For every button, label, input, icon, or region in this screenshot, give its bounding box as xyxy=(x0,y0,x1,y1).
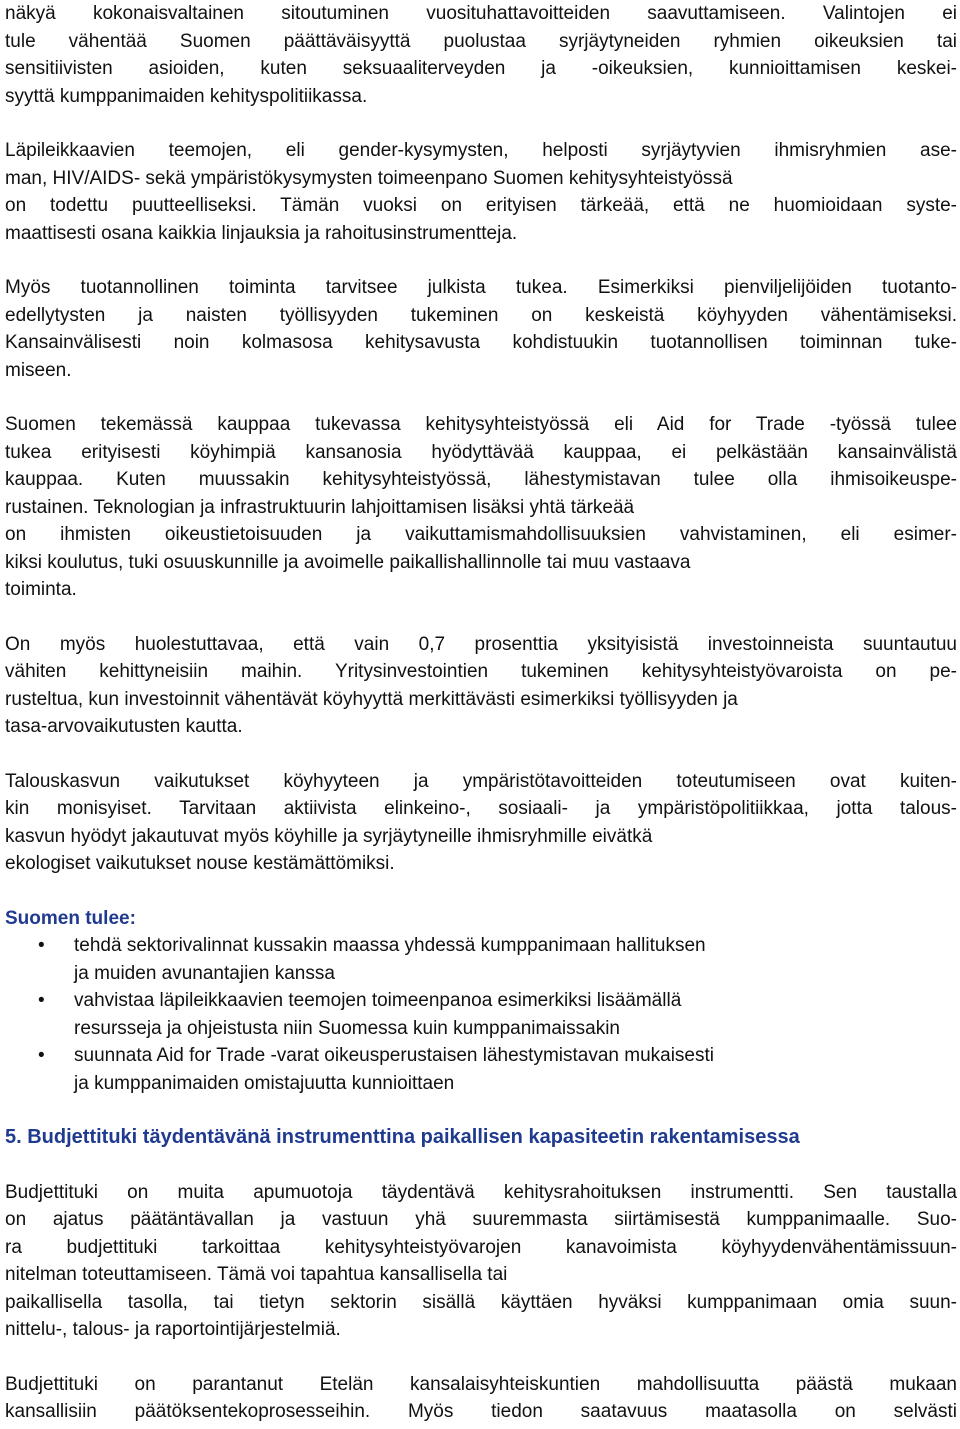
text-line: ja muiden avunantajien kanssa xyxy=(74,962,335,984)
text-line: Talouskasvun vaikutukset köyhyyteen ja ympäristötavoitteiden toteutumiseen ovat kuiten- xyxy=(5,770,957,792)
text-line: kin monisyiset. Tarvitaan aktiivista elinkeino-, sosiaali- ja ympäristöpolitiikkaa, jotta talous- xyxy=(5,798,957,819)
text-line: toiminta. xyxy=(5,579,77,600)
paragraph-4 xyxy=(5,411,957,604)
text-line: kiksi koulutus, tuki osuuskunnille ja avoimelle paikallishallinnolle tai muu vastaava xyxy=(5,551,691,573)
paragraph-5 xyxy=(5,631,957,741)
text-line: edellytysten ja naisten työllisyyden tukeminen on keskeistä köyhyyden vähentämiseksi. xyxy=(5,304,957,326)
text-line: Kansainvälisesti noin kolmasosa kehitysavusta kohdistuukin tuotannollisen toiminnan tuke- xyxy=(5,332,957,353)
text-line: syyttä kumppanimaiden kehityspolitiikassa. xyxy=(5,85,368,107)
list-item xyxy=(5,987,957,1042)
text-line: On myös huolestuttavaa, että vain 0,7 prosenttia yksityisistä investoinneista suuntautuu xyxy=(5,633,957,655)
text-line: kansallisiin päätöksentekoprosesseihin. Myös tiedon saatavuus maatasolla on selvästi xyxy=(5,1401,957,1422)
paragraph-2 xyxy=(5,137,957,247)
text-line: Läpileikkaavien teemojen, eli gender-kysymysten, helposti syrjäytyvien ihmisryhmien ase- xyxy=(5,140,957,161)
text-line: näkyä kokonaisvaltainen sitoutuminen vuosituhattavoitteiden saavuttamiseen. Valintojen ei xyxy=(5,3,957,24)
text-line: on ihmisten oikeustietoisuuden ja vaikuttamismahdollisuuksien vahvistaminen, eli esimer- xyxy=(5,524,957,545)
text-line: kauppaa. Kuten muussakin kehitysyhteistyössä, lähestymistavan tulee olla ihmisoikeuspe- xyxy=(5,469,957,490)
bullet-icon: • xyxy=(38,990,45,1011)
text-line: on ajatus päätäntävallan ja vastuun yhä suuremmasta siirtämisestä kumppanimaalle. Suo- xyxy=(5,1209,957,1230)
text-line: tehdä sektorivalinnat kussakin maassa yhdessä kumppanimaan hallituksen xyxy=(74,935,706,956)
section-5-heading: 5. Budjettituki täydentävänä instrumenttina paikallisen kapasiteetin rakentamisessa xyxy=(5,1126,800,1148)
text-line: kasvun hyödyt jakautuvat myös köyhille ja syrjäytyneille ihmisryhmille eivätkä xyxy=(5,825,653,847)
bullet-list xyxy=(5,932,957,1097)
text-line: nitelman toteuttamiseen. Tämä voi tapahtua kansallisella tai xyxy=(5,1264,508,1285)
document-page xyxy=(5,0,957,1426)
text-line: tukea erityisesti köyhimpiä kansanosia hyödyttävää kauppaa, ei pelkästään kansainvälistä xyxy=(5,441,957,463)
text-line: rustainen. Teknologian ja infrastruktuurin lahjoittamisen lisäksi yhtä tärkeää xyxy=(5,496,635,518)
paragraph-6 xyxy=(5,768,957,878)
text-line: ekologiset vaikutukset nouse kestämättömiksi. xyxy=(5,853,395,874)
list-item xyxy=(5,1042,957,1097)
text-line: resursseja ja ohjeistusta niin Suomessa kuin kumppanimaissakin xyxy=(74,1017,620,1039)
text-line: Budjettituki on muita apumuotoja täydentävä kehitysrahoituksen instrumentti. Sen taustalla xyxy=(5,1181,957,1203)
text-line: paikallisella tasolla, tai tietyn sektorin sisällä käyttäen hyväksi kumppanimaan omia suun- xyxy=(5,1291,957,1313)
paragraph-1 xyxy=(5,0,957,110)
text-line: Suomen tekemässä kauppaa tukevassa kehitysyhteistyössä eli Aid for Trade -työssä tulee xyxy=(5,414,957,435)
suomen-tulee-heading: Suomen tulee: xyxy=(5,907,136,929)
paragraph-8 xyxy=(5,1371,957,1426)
text-line: ja kumppanimaiden omistajuutta kunnioittaen xyxy=(74,1072,455,1094)
text-line: rusteltua, kun investoinnit vähentävät köyhyyttä merkittävästi esimerkiksi työllisyyden ja xyxy=(5,688,738,710)
text-line: vähiten kehittyneisiin maihin. Yritysinvestointien tukeminen kehitysyhteistyövaroista on pe- xyxy=(5,661,957,682)
text-line: tasa-arvovaikutusten kautta. xyxy=(5,716,243,737)
bullet-icon: • xyxy=(38,1045,45,1066)
paragraph-7 xyxy=(5,1179,957,1344)
bullet-icon: • xyxy=(38,935,45,956)
text-line: vahvistaa läpileikkaavien teemojen toimeenpanoa esimerkiksi lisäämällä xyxy=(74,990,682,1011)
text-line: nittelu-, talous- ja raportointijärjestelmiä. xyxy=(5,1319,341,1340)
text-line: ra budjettituki tarkoittaa kehitysyhteistyövarojen kanavoimista köyhyydenvähentämissuun- xyxy=(5,1236,957,1258)
text-line: Budjettituki on parantanut Etelän kansalaisyhteiskuntien mahdollisuutta päästä mukaan xyxy=(5,1373,957,1395)
text-line: maattisesti osana kaikkia linjauksia ja rahoitusinstrumentteja. xyxy=(5,222,518,244)
text-line: sensitiivisten asioiden, kuten seksuaaliterveyden ja -oikeuksien, kunnioittamisen keskei- xyxy=(5,58,957,79)
text-line: Myös tuotannollinen toiminta tarvitsee julkista tukea. Esimerkiksi pienviljelijöiden tuotanto- xyxy=(5,277,957,298)
text-line: tule vähentää Suomen päättäväisyyttä puolustaa syrjäytyneiden ryhmien oikeuksien tai xyxy=(5,30,957,52)
text-line: on todettu puutteelliseksi. Tämän vuoksi on erityisen tärkeää, että ne huomioidaan syste- xyxy=(5,195,957,216)
text-line: suunnata Aid for Trade -varat oikeusperustaisen lähestymistavan mukaisesti xyxy=(74,1045,714,1066)
list-item xyxy=(5,932,957,987)
paragraph-3 xyxy=(5,274,957,384)
text-line: man, HIV/AIDS- sekä ympäristökysymysten toimeenpano Suomen kehitysyhteistyössä xyxy=(5,167,733,189)
text-line: miseen. xyxy=(5,359,72,381)
